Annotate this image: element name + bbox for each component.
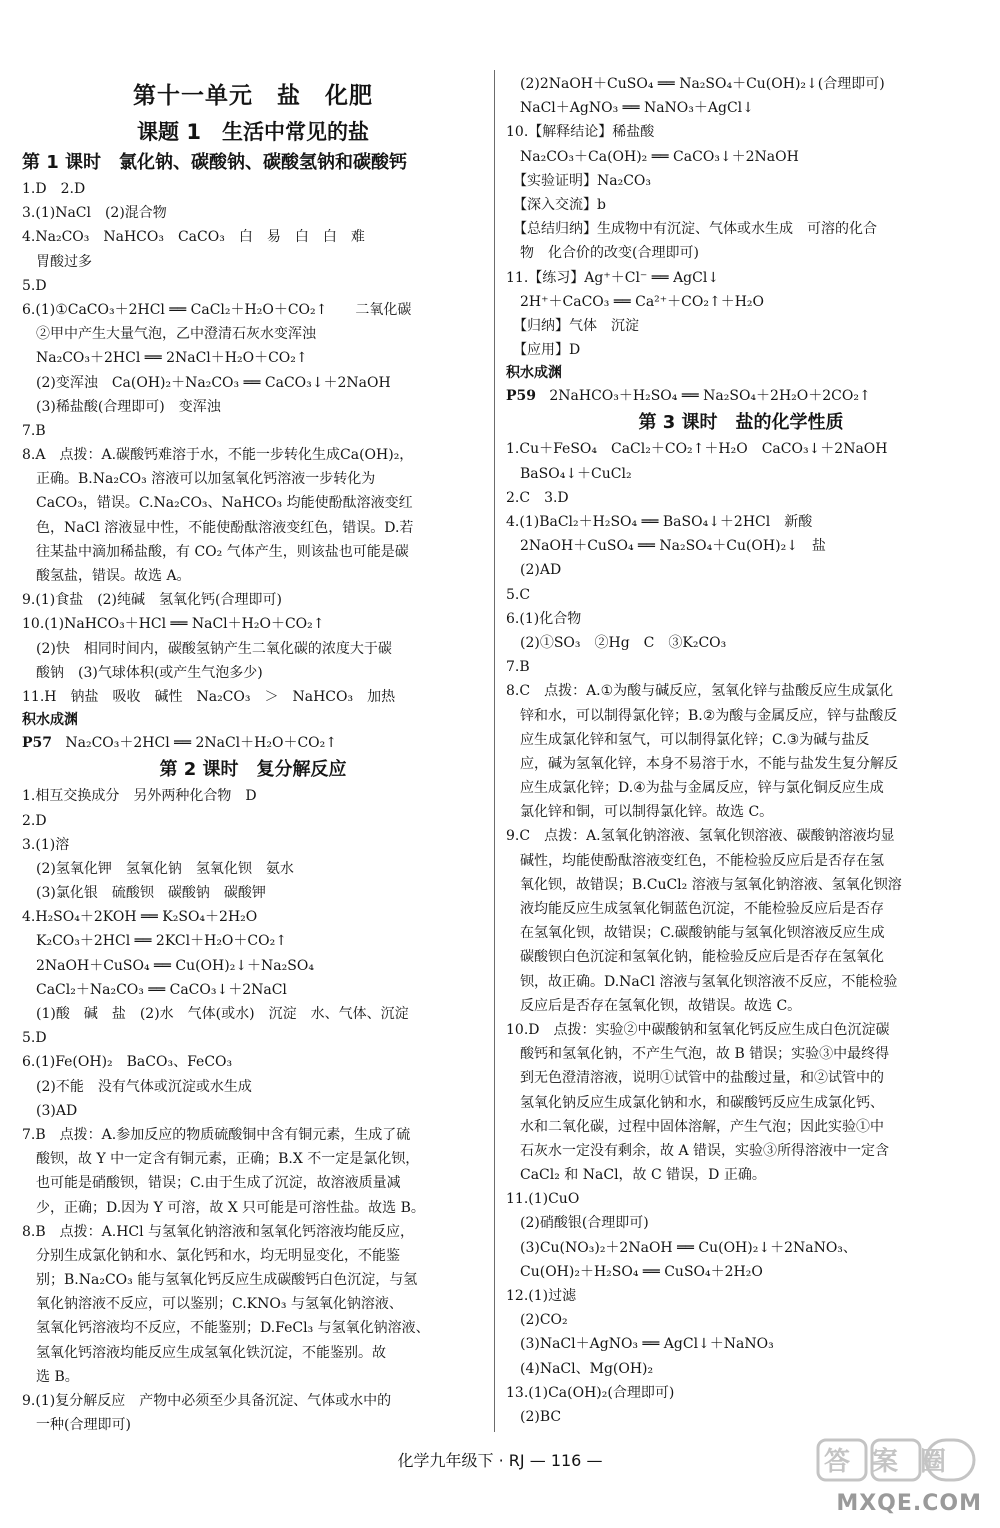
answer-line: 【应用】D [506, 342, 581, 359]
answer-line: 酸钠 (3)气球体积(或产生气泡多少) [22, 664, 263, 681]
answer-line: 碱性，均能使酚酞溶液变红色，不能检验反应后是否存在氢 [506, 852, 884, 869]
watermark [812, 1436, 982, 1516]
answer-line: 1.相互交换成分 另外两种化合物 D [22, 788, 257, 805]
answer-line: (2)氢氧化钾 氢氧化钠 氢氧化钡 氨水 [22, 860, 294, 877]
answer-line: (2)①SO₃ ②Hg C ③K₂CO₃ [506, 634, 727, 651]
answer-line: 2NaOH＋CuSO₄ ══ Cu(OH)₂↓＋Na₂SO₄ [22, 957, 314, 974]
answer-line: 2.D [22, 812, 47, 829]
answer-line: (3)氯化银 硫酸钡 碳酸钠 碳酸钾 [22, 885, 266, 902]
answer-line: (2)不能 没有气体或沉淀或水生成 [22, 1078, 252, 1095]
answer-line: 物 化合价的改变(合理即可) [506, 245, 699, 262]
page-ref-label: P59 [506, 388, 537, 405]
watermark-logo-icon [816, 1436, 976, 1484]
period-2-answers [22, 784, 484, 1437]
answer-line: 4.H₂SO₄＋2KOH ══ K₂SO₄＋2H₂O [22, 909, 258, 926]
answer-line: 6.(1)Fe(OH)₂ BaCO₃、FeCO₃ [22, 1054, 233, 1071]
answer-line: 碳酸钡白色沉淀和氢氧化钠，能检验反应后是否存在氢氧化 [506, 949, 884, 966]
answer-line: 5.D [22, 277, 47, 294]
answer-line: 锌和水，可以制得氯化锌；B.②为酸与金属反应，锌与盐酸反 [506, 707, 898, 724]
answer-line: 氧化钡，故错误；B.CuCl₂ 溶液与氢氧化钠溶液、氢氧化钡溶 [506, 876, 902, 893]
answer-line: 12.(1)过滤 [506, 1288, 577, 1304]
lesson-title: 课题 1 生活中常见的盐 [137, 120, 369, 144]
answer-line: 9.(1)复分解反应 产物中必须至少具备沉淀、气体或水中的 [22, 1393, 392, 1409]
answer-line: (2)硝酸银(合理即可) [506, 1215, 649, 1232]
answer-line: 7.B [22, 422, 46, 439]
answer-line: 正确。B.Na₂CO₃ 溶液可以加氢氧化钙溶液一步转化为 [22, 471, 376, 488]
answer-line: 往某盐中滴加稀盐酸，有 CO₂ 气体产生，则该盐也可能是碳 [22, 543, 409, 560]
answer-line: (3)Cu(NO₃)₂＋2NaOH ══ Cu(OH)₂↓＋2NaNO₃、 [506, 1239, 857, 1256]
answer-line: 选 B。 [22, 1368, 79, 1385]
answer-line: 9.C 点拨：A.氢氧化钠溶液、氢氧化钡溶液、碳酸钠溶液均显 [506, 828, 895, 845]
answer-line: 1.Cu＋FeSO₄ CaCl₂＋CO₂↑＋H₂O CaCO₃↓＋2NaOH [506, 441, 888, 458]
page-footer: 化学九年级下 · RJ — 116 — [397, 1451, 603, 1470]
p59-answer [506, 384, 976, 408]
answer-line: 应生成氯化锌和氢气，可以制得氯化锌；C.③为碱与盐反 [506, 731, 870, 748]
unit-title: 第十一单元 盐 化肥 [133, 83, 373, 109]
answer-line: 氢氧化钠反应生成氯化钠和水，和碳酸钙反应生成氯化钙、 [506, 1094, 884, 1111]
answer-line: (1)酸 碱 盐 (2)水 气体(或水) 沉淀 水、气体、沉淀 [22, 1006, 409, 1022]
answer-line: 胃酸过多 [22, 253, 92, 270]
answer-line: 10.(1)NaHCO₃＋HCl ══ NaCl＋H₂O＋CO₂↑ [22, 616, 325, 633]
answer-line: 别；B.Na₂CO₃ 能与氢氧化钙反应生成碳酸钙白色沉淀，与氢 [22, 1272, 418, 1289]
answer-line: 钡，故正确。D.NaCl 溶液与氢氧化钡溶液不反应，不能检验 [506, 973, 898, 990]
answer-line: 11.H 钠盐 吸收 碱性 Na₂CO₃ ＞ NaHCO₃ 加热 [22, 688, 396, 705]
answer-line: 2.C 3.D [506, 489, 569, 506]
watermark-url: MXQE.COM [836, 1491, 982, 1516]
answer-line: 【归纳】气体 沉淀 [506, 317, 639, 334]
answer-line: 氢氧化钙溶液均不反应，不能鉴别；D.FeCl₃ 与氢氧化钠溶液、 [22, 1320, 430, 1337]
answer-line: Cu(OH)₂＋H₂SO₄ ══ CuSO₄＋2H₂O [506, 1263, 763, 1280]
answer-line: 【实验证明】Na₂CO₃ [506, 172, 652, 189]
p57-answer [22, 731, 484, 755]
page-ref-label: P57 [22, 735, 53, 752]
answer-line: 5.C [506, 586, 531, 603]
answer-line: 应，碱为氢氧化锌，本身不易溶于水，不能与盐发生复分解反 [506, 755, 898, 772]
answer-line: (2)快 相同时间内，碳酸氢钠产生二氧化碳的浓度大于碳 [22, 640, 392, 657]
right-column [506, 72, 976, 1429]
answer-line: (3)稀盐酸(合理即可) 变浑浊 [22, 398, 221, 415]
answer-line: (2)AD [506, 562, 562, 579]
answer-line: 酸钡，故 Y 中一定含有铜元素，正确；B.X 不一定是氯化钡， [22, 1151, 420, 1168]
answer-line: 1.D 2.D [22, 181, 86, 197]
answer-line: 液均能反应生成氢氧化铜蓝色沉淀，不能检验反应后是否存 [506, 901, 884, 917]
period-3-title: 第 3 课时 盐的化学性质 [638, 412, 844, 434]
answer-line: 到无色澄清溶液，说明①试管中的盐酸过量，和②试管中的 [506, 1070, 884, 1087]
answer-line: K₂CO₃＋2HCl ══ 2KCl＋H₂O＋CO₂↑ [22, 933, 287, 950]
answer-line: NaCl＋AgNO₃ ══ NaNO₃＋AgCl↓ [506, 100, 754, 117]
answer-line: (2)CO₂ [506, 1312, 568, 1329]
answer-line: (2)2NaOH＋CuSO₄ ══ Na₂SO₄＋Cu(OH)₂↓(合理即可) [506, 76, 885, 92]
watermark-logo-text: 答案圈 [823, 1447, 969, 1477]
answer-line: 9.(1)食盐 (2)纯碱 氢氧化钙(合理即可) [22, 592, 282, 609]
page-ref-text: 2NaHCO₃＋H₂SO₄ ══ Na₂SO₄＋2H₂O＋2CO₂↑ [549, 388, 871, 405]
answer-line: 8.A 点拨：A.碳酸钙难溶于水，不能一步转化生成Ca(OH)₂， [22, 447, 414, 464]
page-ref-text: Na₂CO₃＋2HCl ══ 2NaCl＋H₂O＋CO₂↑ [65, 735, 337, 752]
answer-line: (3)NaCl＋AgNO₃ ══ AgCl↓＋NaNO₃ [506, 1336, 774, 1353]
answer-line: 氯化锌和铜，可以制得氯化锌。故选 C。 [506, 804, 774, 821]
answer-line: (2)变浑浊 Ca(OH)₂＋Na₂CO₃ ══ CaCO₃↓＋2NaOH [22, 374, 391, 391]
answer-line: (2)BC [506, 1408, 562, 1425]
answer-line: 4.(1)BaCl₂＋H₂SO₄ ══ BaSO₄↓＋2HCl 新酸 [506, 514, 813, 530]
answer-line: 5.D [22, 1030, 47, 1047]
answer-line: 石灰水一定没有剩余，故 A 错误，实验③所得溶液中一定含 [506, 1142, 890, 1159]
answer-line: 3.(1)NaCl (2)混合物 [22, 205, 167, 222]
answer-line: CaCl₂ 和 NaCl，故 C 错误，D 正确。 [506, 1167, 766, 1184]
column-divider [494, 70, 495, 1432]
answer-line: ②甲中产生大量气泡，乙中澄清石灰水变浑浊 [22, 326, 316, 343]
answer-line: 7.B 点拨：A.参加反应的物质硫酸铜中含有铜元素，生成了硫 [22, 1126, 411, 1143]
answer-line: 反应后是否存在氢氧化钡，故错误。故选 C。 [506, 997, 802, 1014]
answer-line: 在氢氧化钡，故错误；C.碳酸钠能与氢氧化钡溶液反应生成 [506, 925, 885, 942]
answer-line: BaSO₄↓＋CuCl₂ [506, 465, 632, 482]
answer-line: 色，NaCl 溶液显中性，不能使酚酞溶液变红色，错误。D.若 [22, 519, 414, 536]
answer-line: 8.B 点拨：A.HCl 与氢氧化钠溶液和氢氧化钙溶液均能反应， [22, 1223, 415, 1240]
answer-line: 酸氢盐，错误。故选 A。 [22, 568, 191, 584]
period-1-title: 第 1 课时 氯化钠、碳酸钠、碳酸氢钠和碳酸钙 [22, 152, 408, 173]
answer-line: 10.D 点拨：实验②中碳酸钠和氢氧化钙反应生成白色沉淀碳 [506, 1021, 890, 1038]
answer-line: 4.Na₂CO₃ NaHCO₃ CaCO₃ 白 易 白 白 难 [22, 229, 365, 246]
answer-line: 2H⁺＋CaCO₃ ══ Ca²⁺＋CO₂↑＋H₂O [506, 293, 765, 310]
answer-line: 也可能是硝酸钡，错误；C.由于生成了沉淀，故溶液质量减 [22, 1175, 401, 1192]
answer-line: 11.(1)CuO [506, 1191, 580, 1208]
answer-line: 少，正确；D.因为 Y 可溶，故 X 只可能是可溶性盐。故选 B。 [22, 1199, 425, 1216]
answer-line: 3.(1)溶 [22, 836, 70, 853]
answer-line: Na₂CO₃＋2HCl ══ 2NaCl＋H₂O＋CO₂↑ [22, 350, 308, 367]
left-column [22, 76, 484, 1437]
answer-line: (4)NaCl、Mg(OH)₂ [506, 1360, 654, 1377]
section-heading-jishui: 积水成渊 [22, 712, 78, 729]
section-heading-jishui: 积水成渊 [506, 365, 562, 382]
answer-line: 【深入交流】b [506, 196, 606, 213]
answer-line: 一种(合理即可) [22, 1417, 131, 1434]
answer-line: 酸钙和氢氧化钠，不产生气泡，故 B 错误；实验③中最终得 [506, 1046, 890, 1063]
answer-line: 氧化钠溶液不反应，可以鉴别；C.KNO₃ 与氢氧化钠溶液、 [22, 1296, 403, 1313]
answer-line: (3)AD [22, 1102, 78, 1119]
answer-line: 应生成氯化锌；D.④为盐与金属反应，锌与氯化铜反应生成 [506, 780, 884, 797]
answer-line: 7.B [506, 659, 530, 676]
answer-line: 10.【解释结论】稀盐酸 [506, 124, 655, 141]
answer-line: 6.(1)①CaCO₃＋2HCl ══ CaCl₂＋H₂O＋CO₂↑ 二氧化碳 [22, 301, 412, 318]
answer-line: 6.(1)化合物 [506, 610, 582, 627]
answer-line: Na₂CO₃＋Ca(OH)₂ ══ CaCO₃↓＋2NaOH [506, 148, 799, 165]
answer-line: 【总结归纳】生成物中有沉淀、气体或水生成 可溶的化合 [506, 221, 877, 238]
period-3-answers [506, 437, 976, 1429]
answer-line: 2NaOH＋CuSO₄ ══ Na₂SO₄＋Cu(OH)₂↓ 盐 [506, 538, 826, 555]
answer-line: 水和二氧化碳，过程中固体溶解，产生气泡；因此实验①中 [506, 1118, 884, 1135]
answer-line: 8.C 点拨：A.①为酸与碱反应，氢氧化锌与盐酸反应生成氯化 [506, 683, 894, 700]
answer-line: 分别生成氯化钠和水、氯化钙和水，均无明显变化，不能鉴 [22, 1247, 400, 1264]
answer-line: CaCO₃，错误。C.Na₂CO₃、NaHCO₃ 均能使酚酞溶液变红 [22, 495, 413, 512]
answer-line: 11.【练习】Ag⁺＋Cl⁻ ══ AgCl↓ [506, 269, 720, 286]
period-1-answers [22, 177, 484, 709]
period-2-answers-continued [506, 72, 976, 362]
answer-line: CaCl₂＋Na₂CO₃ ══ CaCO₃↓＋2NaCl [22, 981, 287, 998]
answer-line: 氢氧化钙溶液均能反应生成氢氧化铁沉淀，不能鉴别。故 [22, 1344, 386, 1361]
answer-line: 13.(1)Ca(OH)₂(合理即可) [506, 1384, 675, 1401]
period-2-title: 第 2 课时 复分解反应 [159, 759, 347, 781]
